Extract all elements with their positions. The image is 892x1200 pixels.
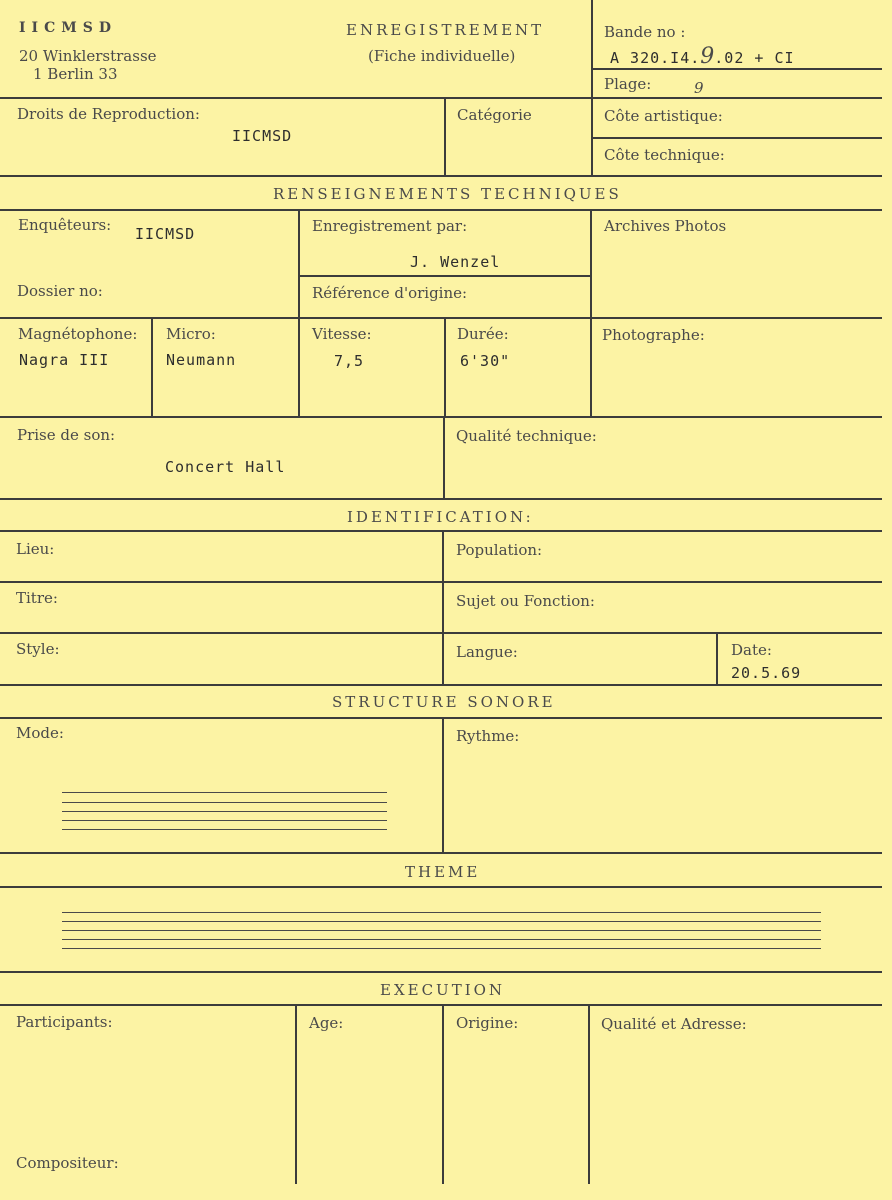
rule xyxy=(0,852,882,854)
qualite-adresse-label: Qualité et Adresse: xyxy=(601,1015,747,1033)
dossier-label: Dossier no: xyxy=(17,282,103,300)
rule xyxy=(0,97,882,99)
micro-label: Micro: xyxy=(166,325,216,343)
vitesse-label: Vitesse: xyxy=(312,325,372,343)
age-label: Age: xyxy=(309,1014,344,1032)
compositeur-label: Compositeur: xyxy=(16,1154,119,1172)
style-label: Style: xyxy=(16,640,60,658)
rule xyxy=(0,886,882,888)
bande-label: Bande no : xyxy=(604,23,686,41)
mode-label: Mode: xyxy=(16,724,64,742)
section-title-identification: IDENTIFICATION: xyxy=(347,508,534,526)
participants-label: Participants: xyxy=(16,1013,113,1031)
rule xyxy=(151,317,153,416)
duree-value: 6'30" xyxy=(460,352,511,370)
bande-number xyxy=(610,44,795,69)
rule xyxy=(442,530,444,684)
rule xyxy=(298,209,300,416)
section-title-theme: THEME xyxy=(405,863,481,881)
rule xyxy=(588,1004,590,1184)
langue-label: Langue: xyxy=(456,643,518,661)
rule xyxy=(0,175,882,177)
rule xyxy=(443,416,445,498)
bande-suffix: .02 + CI xyxy=(714,49,795,67)
vitesse-value: 7,5 xyxy=(334,352,365,370)
rule xyxy=(591,0,593,175)
rule xyxy=(0,717,882,719)
rule xyxy=(0,317,882,319)
droits-value: IICMSD xyxy=(232,127,293,145)
plage-label: Plage: xyxy=(604,75,652,93)
photographe-label: Photographe: xyxy=(602,326,705,344)
rule xyxy=(0,530,882,532)
rythme-label: Rythme: xyxy=(456,727,520,745)
categorie-label: Catégorie xyxy=(457,106,532,124)
rule xyxy=(0,209,882,211)
enqueteurs-label: Enquêteurs: xyxy=(18,216,112,234)
section-title-technical: RENSEIGNEMENTS TECHNIQUES xyxy=(273,185,622,203)
rule xyxy=(442,717,444,852)
duree-label: Durée: xyxy=(457,325,509,343)
form-subtitle: (Fiche individuelle) xyxy=(368,47,516,65)
sujet-fonction-label: Sujet ou Fonction: xyxy=(456,592,595,610)
lieu-label: Lieu: xyxy=(16,540,55,558)
form-title: ENREGISTREMENT xyxy=(346,21,545,39)
plage-value: 9 xyxy=(694,79,704,97)
address-line-2: 1 Berlin 33 xyxy=(33,65,118,83)
date-label: Date: xyxy=(731,641,772,659)
magnetophone-value: Nagra III xyxy=(19,351,110,369)
rule xyxy=(0,416,882,418)
section-title-execution: EXECUTION xyxy=(380,981,506,999)
rule xyxy=(716,632,718,684)
rule xyxy=(0,684,882,686)
prise-de-son-label: Prise de son: xyxy=(17,426,116,444)
enregistrement-par-value: J. Wenzel xyxy=(410,253,501,271)
bande-prefix: A 320.I4. xyxy=(610,49,701,67)
rule xyxy=(444,317,446,416)
address-line-1: 20 Winklerstrasse xyxy=(19,47,157,65)
enregistrement-par-label: Enregistrement par: xyxy=(312,217,468,235)
titre-label: Titre: xyxy=(16,589,58,607)
prise-de-son-value: Concert Hall xyxy=(165,458,286,476)
rule xyxy=(0,581,882,583)
org-name: IICMSD xyxy=(19,20,117,36)
rule xyxy=(295,1004,297,1184)
enqueteurs-value: IICMSD xyxy=(135,225,196,243)
date-value: 20.5.69 xyxy=(731,664,802,682)
rule xyxy=(0,971,882,973)
rule xyxy=(0,1004,882,1006)
qualite-technique-label: Qualité technique: xyxy=(456,427,597,445)
cote-artistique-label: Côte artistique: xyxy=(604,107,723,125)
rule xyxy=(590,209,592,416)
archives-photos-label: Archives Photos xyxy=(604,217,727,235)
magnetophone-label: Magnétophone: xyxy=(18,325,138,343)
origine-label: Origine: xyxy=(456,1014,519,1032)
cote-technique-label: Côte technique: xyxy=(604,146,725,164)
rule xyxy=(591,137,882,139)
population-label: Population: xyxy=(456,541,543,559)
section-title-structure: STRUCTURE SONORE xyxy=(332,693,556,711)
droits-label: Droits de Reproduction: xyxy=(17,105,200,123)
rule xyxy=(442,1004,444,1184)
rule xyxy=(0,498,882,500)
rule xyxy=(298,275,590,277)
rule xyxy=(0,632,882,634)
reference-origine-label: Référence d'origine: xyxy=(312,284,468,302)
bande-handwritten-digit: 9 xyxy=(700,44,715,69)
rule xyxy=(444,97,446,175)
micro-value: Neumann xyxy=(166,351,237,369)
